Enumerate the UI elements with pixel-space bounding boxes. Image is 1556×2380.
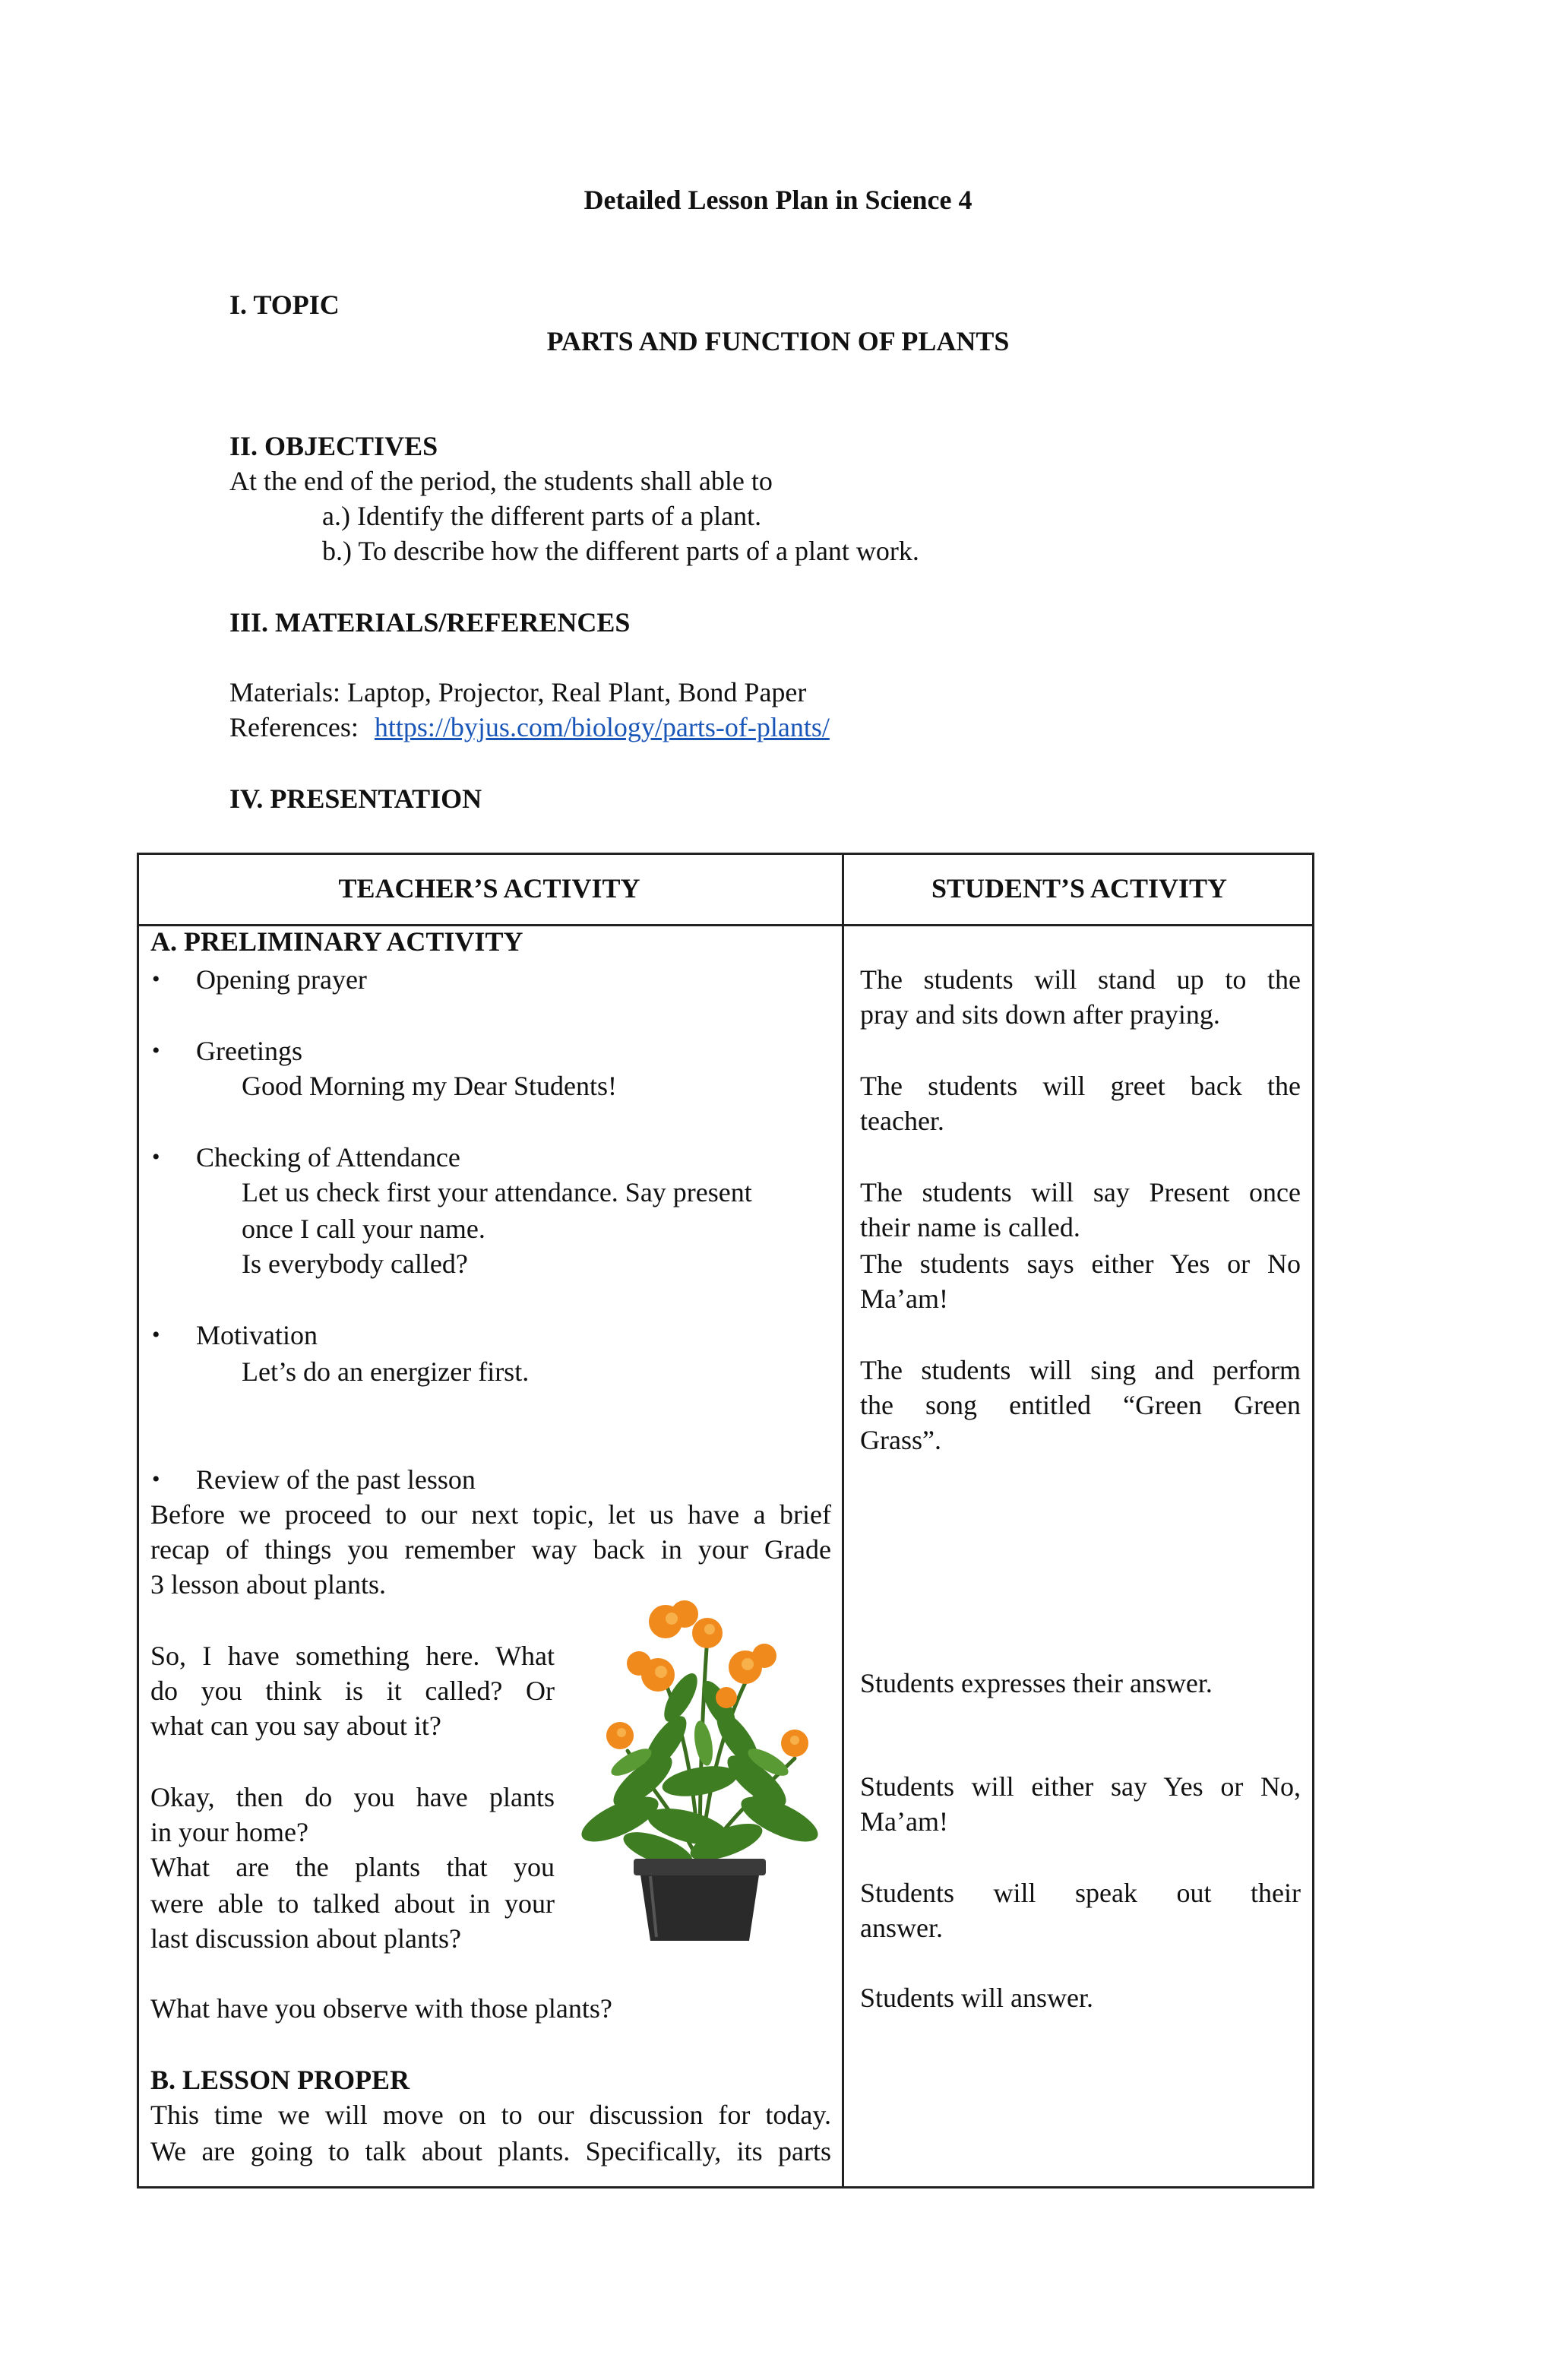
teacher-item: Motivation — [196, 1320, 318, 1350]
teacher-question: What are the plants that you — [150, 1852, 555, 1882]
teacher-item: Greetings — [196, 1036, 302, 1066]
teacher-text: recap of things you remember way back in your Grade — [150, 1534, 831, 1565]
objectives-heading: II. OBJECTIVES — [229, 431, 438, 461]
bullet-icon: • — [152, 1038, 160, 1063]
student-response: Students will speak out their — [860, 1878, 1301, 1908]
document-title: Detailed Lesson Plan in Science 4 — [584, 185, 972, 215]
student-response: their name is called. — [860, 1212, 1080, 1242]
materials-line: Materials: Laptop, Projector, Real Plant, Bond Paper — [229, 677, 807, 707]
references-label: References: — [229, 712, 359, 742]
topic-subtitle: PARTS AND FUNCTION OF PLANTS — [546, 326, 1010, 356]
student-response: Ma’am! — [860, 1806, 948, 1837]
bullet-icon: • — [152, 1322, 160, 1347]
bullet-icon: • — [152, 1467, 160, 1492]
student-response: The students will greet back the — [860, 1071, 1301, 1101]
teacher-text: Before we proceed to our next topic, let us have a brief — [150, 1499, 831, 1530]
student-response: Students will either say Yes or No, — [860, 1771, 1301, 1802]
teacher-text: Let us check first your attendance. Say present — [242, 1177, 752, 1207]
teacher-question: What have you observe with those plants? — [150, 1993, 612, 2024]
student-response: The students will say Present once — [860, 1177, 1301, 1207]
section-a-heading: A. PRELIMINARY ACTIVITY — [150, 926, 523, 957]
teacher-text: once I call your name. — [242, 1214, 485, 1244]
student-response: Students will answer. — [860, 1983, 1093, 2013]
references-line — [229, 710, 830, 745]
student-response: Students expresses their answer. — [860, 1668, 1213, 1698]
objective-item: a.) Identify the different parts of a plant. — [322, 501, 762, 531]
student-response: the song entitled “Green Green — [860, 1390, 1301, 1420]
teacher-question: what can you say about it? — [150, 1711, 441, 1741]
teacher-activity-header: TEACHER’S ACTIVITY — [338, 873, 640, 904]
student-response: answer. — [860, 1913, 943, 1943]
teacher-text: This time we will move on to our discussion for today. — [150, 2100, 831, 2130]
teacher-item: Review of the past lesson — [196, 1464, 476, 1495]
student-activity-header: STUDENT’S ACTIVITY — [931, 873, 1228, 904]
potted-plant-icon — [574, 1591, 825, 1948]
teacher-question: last discussion about plants? — [150, 1923, 461, 1954]
student-response: The students will sing and perform — [860, 1355, 1301, 1385]
teacher-question: Okay, then do you have plants — [150, 1782, 555, 1812]
teacher-question: in your home? — [150, 1817, 308, 1847]
student-response: The students says either Yes or No — [860, 1249, 1301, 1279]
teacher-text: Is everybody called? — [242, 1249, 468, 1279]
teacher-text: Let’s do an energizer first. — [242, 1356, 530, 1387]
teacher-text: We are going to talk about plants. Specifically, its parts — [150, 2136, 831, 2166]
teacher-text: Good Morning my Dear Students! — [242, 1071, 617, 1101]
objective-item: b.) To describe how the different parts of a plant work. — [322, 536, 919, 566]
teacher-item: Checking of Attendance — [196, 1142, 460, 1173]
teacher-question: were able to talked about in your — [150, 1888, 555, 1919]
student-response: teacher. — [860, 1106, 944, 1136]
references-link[interactable]: https://byjus.com/biology/parts-of-plants/ — [374, 712, 830, 742]
bullet-icon: • — [152, 967, 160, 992]
teacher-text: 3 lesson about plants. — [150, 1569, 386, 1600]
teacher-question: do you think is it called? Or — [150, 1676, 555, 1706]
table-column-divider — [842, 853, 844, 2189]
bullet-icon: • — [152, 1144, 160, 1169]
student-response: Ma’am! — [860, 1283, 948, 1314]
materials-heading: III. MATERIALS/REFERENCES — [229, 607, 631, 638]
student-response: The students will stand up to the — [860, 964, 1301, 995]
topic-heading: I. TOPIC — [229, 290, 340, 320]
teacher-item: Opening prayer — [196, 964, 367, 995]
presentation-heading: IV. PRESENTATION — [229, 783, 482, 814]
section-b-heading: B. LESSON PROPER — [150, 2065, 410, 2095]
student-response: Grass”. — [860, 1425, 941, 1455]
teacher-question: So, I have something here. What — [150, 1641, 555, 1671]
objectives-intro: At the end of the period, the students shall able to — [229, 466, 773, 496]
student-response: pray and sits down after praying. — [860, 999, 1220, 1030]
